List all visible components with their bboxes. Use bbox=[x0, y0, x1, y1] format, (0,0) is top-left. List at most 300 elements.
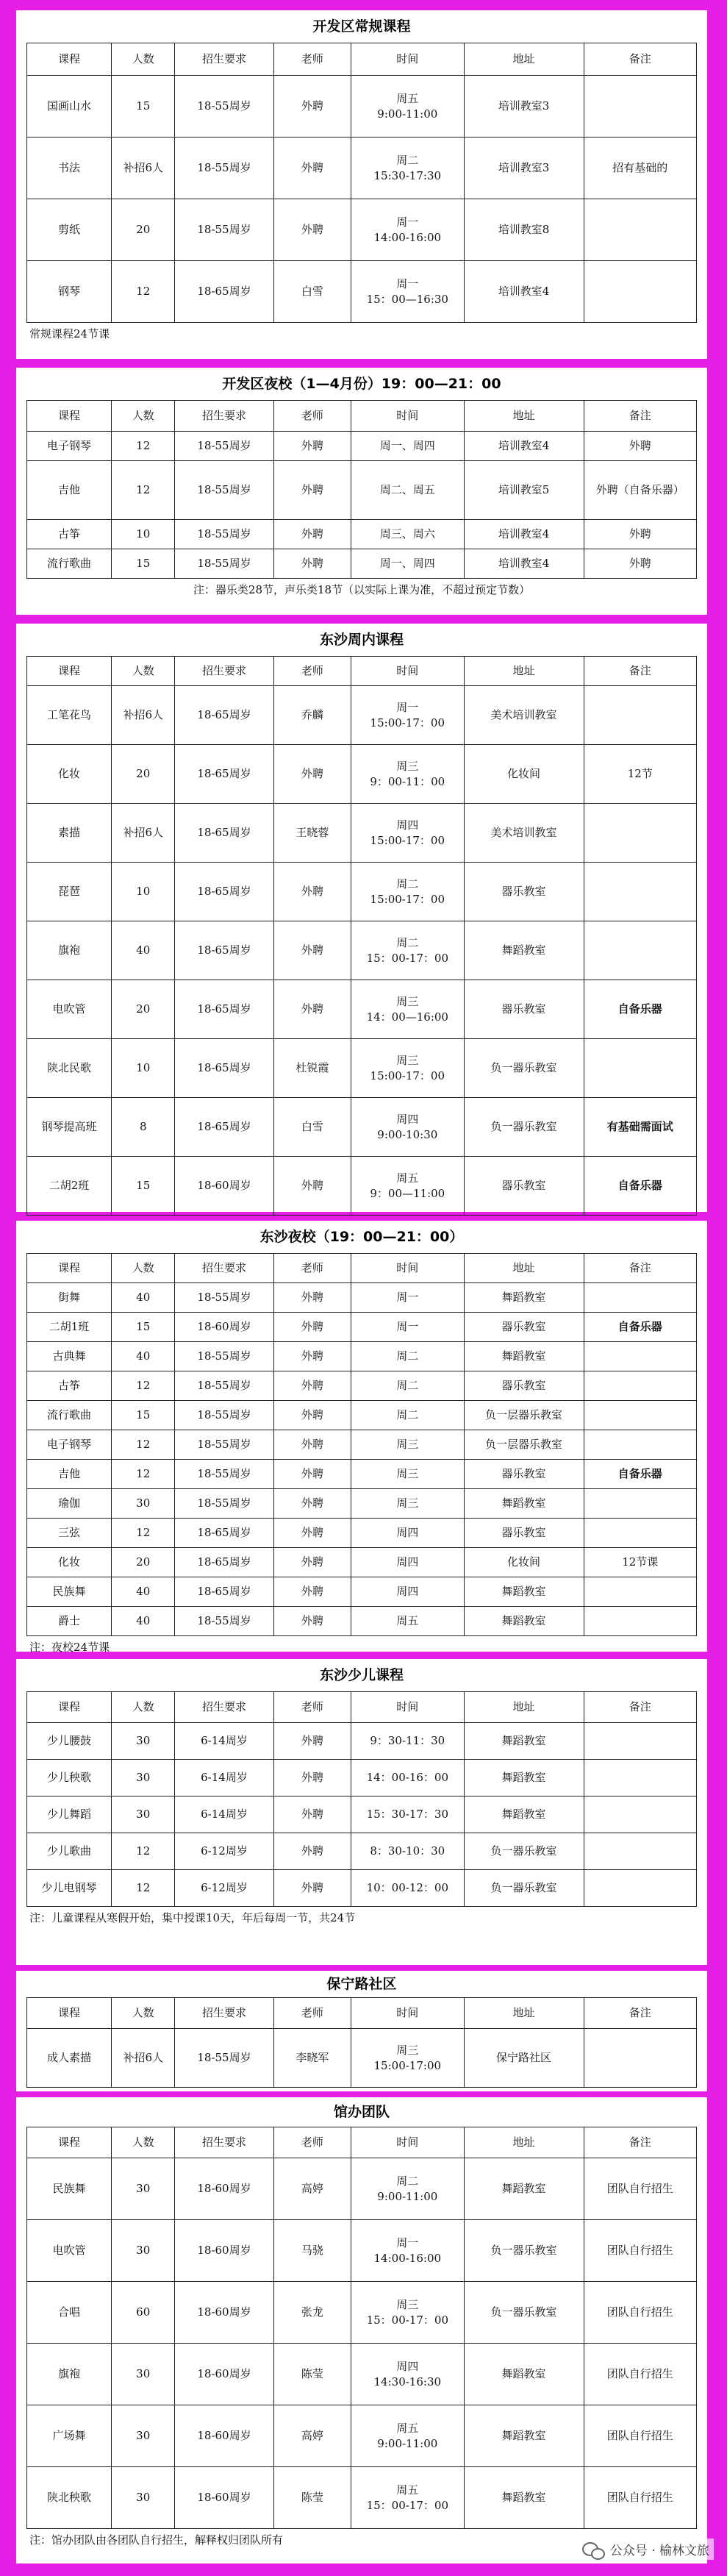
table-cell: 外聘 bbox=[273, 1548, 351, 1577]
table-cell: 周三 bbox=[351, 1489, 464, 1519]
table-row bbox=[27, 863, 697, 921]
table-row bbox=[27, 1157, 697, 1216]
table-cell: 美术培训教室 bbox=[464, 686, 584, 745]
table-cell: 12节 bbox=[584, 745, 696, 804]
column-header: 备注 bbox=[584, 2127, 696, 2158]
table-cell: 旗袍 bbox=[27, 2344, 112, 2405]
column-header: 时间 bbox=[351, 1692, 464, 1723]
table-cell: 舞蹈教室 bbox=[464, 1342, 584, 1371]
column-header: 课程 bbox=[27, 1998, 112, 2029]
table-row bbox=[27, 2344, 697, 2405]
table-cell: 12 bbox=[112, 1460, 175, 1489]
table-cell: 30 bbox=[112, 2467, 175, 2529]
column-header: 招生要求 bbox=[175, 401, 273, 432]
table-cell bbox=[584, 804, 696, 863]
table-cell: 周二 bbox=[351, 1401, 464, 1430]
table-cell: 负一层器乐教室 bbox=[464, 1430, 584, 1460]
table-cell: 外聘 bbox=[273, 1607, 351, 1636]
table-cell: 外聘 bbox=[273, 1760, 351, 1797]
column-header: 人数 bbox=[112, 1254, 175, 1283]
column-header: 招生要求 bbox=[175, 1254, 273, 1283]
table-cell: 李晓军 bbox=[273, 2029, 351, 2088]
table-cell: 10 bbox=[112, 1039, 175, 1098]
table-cell: 二胡2班 bbox=[27, 1157, 112, 1216]
table-cell: 18-65周岁 bbox=[175, 1577, 273, 1607]
section-title: 东沙少儿课程 bbox=[319, 1667, 404, 1683]
table-cell: 团队自行招生 bbox=[584, 2344, 696, 2405]
table-cell: 培训教室4 bbox=[464, 432, 584, 461]
table-cell: 18-55周岁 bbox=[175, 1489, 273, 1519]
table-cell: 舞蹈教室 bbox=[464, 1577, 584, 1607]
table-cell: 化妆间 bbox=[464, 1548, 584, 1577]
table-cell: 书法 bbox=[27, 138, 112, 199]
table-cell: 18-55周岁 bbox=[175, 2029, 273, 2088]
table-cell: 12 bbox=[112, 1519, 175, 1548]
course-table bbox=[26, 400, 697, 579]
table-cell: 周五 15：00-17：00 bbox=[351, 2467, 464, 2529]
table-cell bbox=[584, 199, 696, 261]
table-cell: 陈莹 bbox=[273, 2467, 351, 2529]
table-cell: 外聘 bbox=[273, 1870, 351, 1907]
table-cell: 周四 bbox=[351, 1548, 464, 1577]
table-cell: 补招6人 bbox=[112, 138, 175, 199]
table-cell: 外聘 bbox=[584, 549, 696, 579]
column-header: 地址 bbox=[464, 657, 584, 686]
table-cell: 培训教室4 bbox=[464, 261, 584, 323]
table-row bbox=[27, 1489, 697, 1519]
table-cell: 舞蹈教室 bbox=[464, 2405, 584, 2467]
table-header-row bbox=[27, 43, 697, 76]
table-cell: 周一 14:00-16:00 bbox=[351, 2220, 464, 2282]
table-cell: 舞蹈教室 bbox=[464, 2344, 584, 2405]
watermark bbox=[578, 2538, 714, 2560]
table-cell: 18-65周岁 bbox=[175, 1098, 273, 1157]
table-row bbox=[27, 1723, 697, 1760]
table-cell: 周一 bbox=[351, 1313, 464, 1342]
table-cell: 18-65周岁 bbox=[175, 261, 273, 323]
table-row bbox=[27, 1833, 697, 1870]
section-title: 馆办团队 bbox=[333, 2104, 390, 2120]
table-row bbox=[27, 1519, 697, 1548]
table-cell: 周二 15：00-17：00 bbox=[351, 921, 464, 980]
table-cell bbox=[584, 1430, 696, 1460]
table-row bbox=[27, 2029, 697, 2088]
table-cell: 培训教室3 bbox=[464, 76, 584, 138]
table-cell: 民族舞 bbox=[27, 1577, 112, 1607]
table-cell bbox=[584, 921, 696, 980]
column-header: 备注 bbox=[584, 1998, 696, 2029]
table-row bbox=[27, 2220, 697, 2282]
table-cell: 自备乐器 bbox=[584, 1157, 696, 1216]
table-header-row bbox=[27, 1998, 697, 2029]
table-cell bbox=[584, 686, 696, 745]
table-cell: 周五 9：00—11:00 bbox=[351, 1157, 464, 1216]
table-cell: 团队自行招生 bbox=[584, 2405, 696, 2467]
column-header: 人数 bbox=[112, 1692, 175, 1723]
table-cell: 周二 bbox=[351, 1371, 464, 1401]
table-cell: 化妆 bbox=[27, 745, 112, 804]
table-cell: 15：30-17：30 bbox=[351, 1797, 464, 1833]
table-cell: 舞蹈教室 bbox=[464, 1283, 584, 1313]
table-cell: 电子钢琴 bbox=[27, 1430, 112, 1460]
table-cell: 张龙 bbox=[273, 2282, 351, 2344]
table-cell: 10：00-12：00 bbox=[351, 1870, 464, 1907]
table-cell: 外聘 bbox=[273, 1401, 351, 1430]
table-row bbox=[27, 2467, 697, 2529]
table-cell: 12 bbox=[112, 1870, 175, 1907]
table-row bbox=[27, 1430, 697, 1460]
table-cell: 周三 15:00-17:00 bbox=[351, 2029, 464, 2088]
table-row bbox=[27, 1371, 697, 1401]
table-cell: 少儿腰鼓 bbox=[27, 1723, 112, 1760]
course-table bbox=[26, 43, 697, 323]
table-row bbox=[27, 520, 697, 549]
column-header: 课程 bbox=[27, 657, 112, 686]
table-cell: 周一、周四 bbox=[351, 549, 464, 579]
table-cell: 二胡1班 bbox=[27, 1313, 112, 1342]
column-header: 地址 bbox=[464, 1254, 584, 1283]
table-cell: 自备乐器 bbox=[584, 980, 696, 1039]
table-row bbox=[27, 138, 697, 199]
table-cell: 18-65周岁 bbox=[175, 1039, 273, 1098]
table-cell: 12 bbox=[112, 1430, 175, 1460]
table-cell: 外聘 bbox=[273, 199, 351, 261]
table-cell: 周一 14:00-16:00 bbox=[351, 199, 464, 261]
column-header: 备注 bbox=[584, 43, 696, 76]
column-header: 招生要求 bbox=[175, 1998, 273, 2029]
table-cell: 外聘 bbox=[273, 1797, 351, 1833]
table-row bbox=[27, 1760, 697, 1797]
table-cell: 周四 14:30-16:30 bbox=[351, 2344, 464, 2405]
table-cell: 少儿秧歌 bbox=[27, 1760, 112, 1797]
table-cell: 15 bbox=[112, 549, 175, 579]
table-row bbox=[27, 1797, 697, 1833]
table-cell: 15 bbox=[112, 76, 175, 138]
table-cell: 15 bbox=[112, 1157, 175, 1216]
table-cell: 化妆 bbox=[27, 1548, 112, 1577]
table-cell: 舞蹈教室 bbox=[464, 1797, 584, 1833]
column-header: 人数 bbox=[112, 43, 175, 76]
column-header: 老师 bbox=[273, 43, 351, 76]
table-cell: 团队自行招生 bbox=[584, 2282, 696, 2344]
table-cell: 外聘 bbox=[273, 1430, 351, 1460]
table-cell bbox=[584, 863, 696, 921]
table-cell: 18-60周岁 bbox=[175, 1157, 273, 1216]
table-cell: 18-55周岁 bbox=[175, 1342, 273, 1371]
table-cell bbox=[584, 1870, 696, 1907]
table-cell: 外聘 bbox=[273, 921, 351, 980]
column-header: 时间 bbox=[351, 1254, 464, 1283]
table-cell: 60 bbox=[112, 2282, 175, 2344]
table-row bbox=[27, 1313, 697, 1342]
table-cell bbox=[584, 1797, 696, 1833]
table-cell: 14：00-16：00 bbox=[351, 1760, 464, 1797]
table-cell: 负一器乐教室 bbox=[464, 2220, 584, 2282]
table-row bbox=[27, 432, 697, 461]
table-cell: 18-55周岁 bbox=[175, 549, 273, 579]
table-cell: 电吹管 bbox=[27, 2220, 112, 2282]
table-cell: 周一 bbox=[351, 1283, 464, 1313]
column-header: 老师 bbox=[273, 2127, 351, 2158]
table-cell: 外聘 bbox=[273, 138, 351, 199]
table-cell: 高婷 bbox=[273, 2405, 351, 2467]
table-cell: 30 bbox=[112, 1489, 175, 1519]
section-note: 注：夜校24节课 bbox=[29, 1641, 110, 1654]
table-cell: 18-65周岁 bbox=[175, 863, 273, 921]
table-row bbox=[27, 1039, 697, 1098]
table-cell: 少儿舞蹈 bbox=[27, 1797, 112, 1833]
table-cell bbox=[584, 1577, 696, 1607]
table-row bbox=[27, 461, 697, 520]
table-cell: 旗袍 bbox=[27, 921, 112, 980]
table-cell: 12节课 bbox=[584, 1548, 696, 1577]
table-row bbox=[27, 745, 697, 804]
table-cell: 外聘 bbox=[273, 1460, 351, 1489]
table-row bbox=[27, 2158, 697, 2220]
table-cell: 流行歌曲 bbox=[27, 1401, 112, 1430]
table-cell: 自备乐器 bbox=[584, 1313, 696, 1342]
table-cell: 陕北民歌 bbox=[27, 1039, 112, 1098]
table-cell: 培训教室8 bbox=[464, 199, 584, 261]
table-cell: 外聘 bbox=[273, 1342, 351, 1371]
column-header: 课程 bbox=[27, 1692, 112, 1723]
table-cell: 30 bbox=[112, 2220, 175, 2282]
course-table bbox=[26, 1691, 697, 1907]
section-kaifa-night bbox=[16, 368, 707, 615]
table-cell: 团队自行招生 bbox=[584, 2467, 696, 2529]
table-cell: 外聘 bbox=[273, 1371, 351, 1401]
table-cell bbox=[584, 261, 696, 323]
table-cell: 舞蹈教室 bbox=[464, 1607, 584, 1636]
table-cell: 18-65周岁 bbox=[175, 980, 273, 1039]
column-header: 地址 bbox=[464, 401, 584, 432]
column-header: 招生要求 bbox=[175, 2127, 273, 2158]
table-cell: 30 bbox=[112, 2405, 175, 2467]
table-cell bbox=[584, 1519, 696, 1548]
table-cell: 外聘 bbox=[273, 863, 351, 921]
table-cell: 外聘 bbox=[273, 76, 351, 138]
table-cell: 6-14周岁 bbox=[175, 1797, 273, 1833]
table-cell: 20 bbox=[112, 745, 175, 804]
table-cell: 6-14周岁 bbox=[175, 1723, 273, 1760]
table-cell: 吉他 bbox=[27, 1460, 112, 1489]
table-cell: 招有基础的 bbox=[584, 138, 696, 199]
section-note: 注：儿童课程从寒假开始，集中授课10天，年后每周一节，共24节 bbox=[29, 1911, 356, 1924]
table-cell: 外聘 bbox=[273, 980, 351, 1039]
table-row bbox=[27, 2405, 697, 2467]
table-cell: 周二 9:00-11:00 bbox=[351, 2158, 464, 2220]
table-cell: 古筝 bbox=[27, 1371, 112, 1401]
column-header: 备注 bbox=[584, 1692, 696, 1723]
table-cell: 8：30-10：30 bbox=[351, 1833, 464, 1870]
table-cell: 外聘 bbox=[273, 549, 351, 579]
table-cell: 18-65周岁 bbox=[175, 745, 273, 804]
table-cell: 器乐教室 bbox=[464, 1460, 584, 1489]
table-cell: 周三 bbox=[351, 1460, 464, 1489]
table-cell: 舞蹈教室 bbox=[464, 921, 584, 980]
table-cell: 20 bbox=[112, 980, 175, 1039]
section-baoning bbox=[16, 1971, 707, 2091]
table-cell: 外聘 bbox=[273, 1723, 351, 1760]
table-cell: 古筝 bbox=[27, 520, 112, 549]
table-cell: 古典舞 bbox=[27, 1342, 112, 1371]
table-row bbox=[27, 686, 697, 745]
table-cell: 琵琶 bbox=[27, 863, 112, 921]
table-cell: 12 bbox=[112, 1833, 175, 1870]
table-cell: 补招6人 bbox=[112, 2029, 175, 2088]
table-row bbox=[27, 1607, 697, 1636]
table-cell: 补招6人 bbox=[112, 686, 175, 745]
table-cell: 18-55周岁 bbox=[175, 1430, 273, 1460]
table-cell: 负一层器乐教室 bbox=[464, 1401, 584, 1430]
table-cell: 器乐教室 bbox=[464, 1519, 584, 1548]
column-header: 课程 bbox=[27, 2127, 112, 2158]
table-cell: 10 bbox=[112, 520, 175, 549]
table-cell: 舞蹈教室 bbox=[464, 2467, 584, 2529]
column-header: 时间 bbox=[351, 657, 464, 686]
table-cell: 白雪 bbox=[273, 1098, 351, 1157]
section-note: 注：器乐类28节，声乐类18节（以实际上课为准，不超过预定节数） bbox=[193, 583, 531, 596]
section-title: 保宁路社区 bbox=[326, 1976, 397, 1992]
table-cell: 外聘 bbox=[273, 432, 351, 461]
table-cell: 外聘 bbox=[273, 745, 351, 804]
table-cell: 周四 9:00-10:30 bbox=[351, 1098, 464, 1157]
table-cell: 负一器乐教室 bbox=[464, 1039, 584, 1098]
table-cell: 陕北秧歌 bbox=[27, 2467, 112, 2529]
table-cell bbox=[584, 1039, 696, 1098]
table-cell bbox=[584, 1342, 696, 1371]
table-cell: 爵士 bbox=[27, 1607, 112, 1636]
column-header: 时间 bbox=[351, 401, 464, 432]
table-cell: 外聘 bbox=[273, 1833, 351, 1870]
table-cell: 有基础需面试 bbox=[584, 1098, 696, 1157]
table-cell: 18-55周岁 bbox=[175, 1371, 273, 1401]
table-cell bbox=[584, 1607, 696, 1636]
table-cell: 外聘 bbox=[584, 520, 696, 549]
table-cell: 18-55周岁 bbox=[175, 1607, 273, 1636]
table-cell: 化妆间 bbox=[464, 745, 584, 804]
table-header-row bbox=[27, 2127, 697, 2158]
table-header-row bbox=[27, 657, 697, 686]
table-cell: 18-55周岁 bbox=[175, 1401, 273, 1430]
table-cell: 杜锐霞 bbox=[273, 1039, 351, 1098]
table-cell: 王晓蓉 bbox=[273, 804, 351, 863]
table-cell: 30 bbox=[112, 2344, 175, 2405]
column-header: 招生要求 bbox=[175, 657, 273, 686]
table-cell bbox=[584, 1371, 696, 1401]
table-cell: 马骁 bbox=[273, 2220, 351, 2282]
table-cell: 周三 14：00—16:00 bbox=[351, 980, 464, 1039]
table-cell: 工笔花鸟 bbox=[27, 686, 112, 745]
table-cell: 30 bbox=[112, 2158, 175, 2220]
table-row bbox=[27, 1342, 697, 1371]
table-cell: 周二、周五 bbox=[351, 461, 464, 520]
table-header-row bbox=[27, 401, 697, 432]
section-note: 常规课程24节课 bbox=[29, 327, 110, 340]
table-cell bbox=[584, 1833, 696, 1870]
column-header: 地址 bbox=[464, 1998, 584, 2029]
column-header: 时间 bbox=[351, 43, 464, 76]
table-cell: 外聘 bbox=[273, 1283, 351, 1313]
table-cell: 12 bbox=[112, 261, 175, 323]
table-cell: 12 bbox=[112, 461, 175, 520]
column-header: 老师 bbox=[273, 1692, 351, 1723]
section-kaifa-regular bbox=[16, 10, 707, 359]
table-cell: 外聘 bbox=[273, 1519, 351, 1548]
table-cell: 白雪 bbox=[273, 261, 351, 323]
table-cell: 30 bbox=[112, 1760, 175, 1797]
column-header: 人数 bbox=[112, 1998, 175, 2029]
table-cell: 周一 15:00-17：00 bbox=[351, 686, 464, 745]
table-cell: 外聘 bbox=[273, 1577, 351, 1607]
column-header: 地址 bbox=[464, 2127, 584, 2158]
column-header: 备注 bbox=[584, 1254, 696, 1283]
table-cell: 电吹管 bbox=[27, 980, 112, 1039]
table-cell: 周二 15:30-17:30 bbox=[351, 138, 464, 199]
table-cell bbox=[584, 1283, 696, 1313]
table-cell bbox=[584, 76, 696, 138]
table-cell: 6-12周岁 bbox=[175, 1833, 273, 1870]
table-cell: 18-55周岁 bbox=[175, 432, 273, 461]
table-cell: 40 bbox=[112, 1283, 175, 1313]
table-row bbox=[27, 1548, 697, 1577]
table-cell: 18-55周岁 bbox=[175, 461, 273, 520]
table-cell: 周一、周四 bbox=[351, 432, 464, 461]
column-header: 老师 bbox=[273, 1998, 351, 2029]
table-cell: 培训教室3 bbox=[464, 138, 584, 199]
table-cell bbox=[584, 1723, 696, 1760]
table-cell: 周二 15:00-17：00 bbox=[351, 863, 464, 921]
table-cell: 周五 9:00-11:00 bbox=[351, 76, 464, 138]
table-cell: 18-55周岁 bbox=[175, 1460, 273, 1489]
course-table bbox=[26, 2127, 697, 2529]
column-header: 老师 bbox=[273, 657, 351, 686]
section-dongsha-kids bbox=[16, 1659, 707, 1965]
table-cell: 培训教室5 bbox=[464, 461, 584, 520]
table-cell: 6-12周岁 bbox=[175, 1870, 273, 1907]
table-cell: 合唱 bbox=[27, 2282, 112, 2344]
column-header: 招生要求 bbox=[175, 43, 273, 76]
table-cell: 团队自行招生 bbox=[584, 2158, 696, 2220]
table-cell: 周三 15：00-17：00 bbox=[351, 2282, 464, 2344]
table-cell: 9：30-11：30 bbox=[351, 1723, 464, 1760]
table-cell: 素描 bbox=[27, 804, 112, 863]
table-row bbox=[27, 1577, 697, 1607]
table-cell: 30 bbox=[112, 1723, 175, 1760]
section-title: 开发区常规课程 bbox=[312, 18, 411, 35]
table-cell: 陈莹 bbox=[273, 2344, 351, 2405]
table-row bbox=[27, 980, 697, 1039]
table-cell: 外聘 bbox=[273, 1489, 351, 1519]
table-row bbox=[27, 76, 697, 138]
table-cell: 钢琴 bbox=[27, 261, 112, 323]
column-header: 课程 bbox=[27, 43, 112, 76]
table-cell: 周三 bbox=[351, 1430, 464, 1460]
table-cell: 18-60周岁 bbox=[175, 2220, 273, 2282]
table-cell: 18-60周岁 bbox=[175, 1313, 273, 1342]
table-cell: 器乐教室 bbox=[464, 1371, 584, 1401]
section-dongsha-night bbox=[16, 1221, 707, 1652]
table-row bbox=[27, 1460, 697, 1489]
table-cell: 外聘 bbox=[273, 461, 351, 520]
table-row bbox=[27, 804, 697, 863]
column-header: 人数 bbox=[112, 2127, 175, 2158]
table-cell: 18-65周岁 bbox=[175, 686, 273, 745]
table-cell: 20 bbox=[112, 199, 175, 261]
table-cell: 12 bbox=[112, 1371, 175, 1401]
table-cell: 18-60周岁 bbox=[175, 2467, 273, 2529]
table-cell: 18-60周岁 bbox=[175, 2282, 273, 2344]
